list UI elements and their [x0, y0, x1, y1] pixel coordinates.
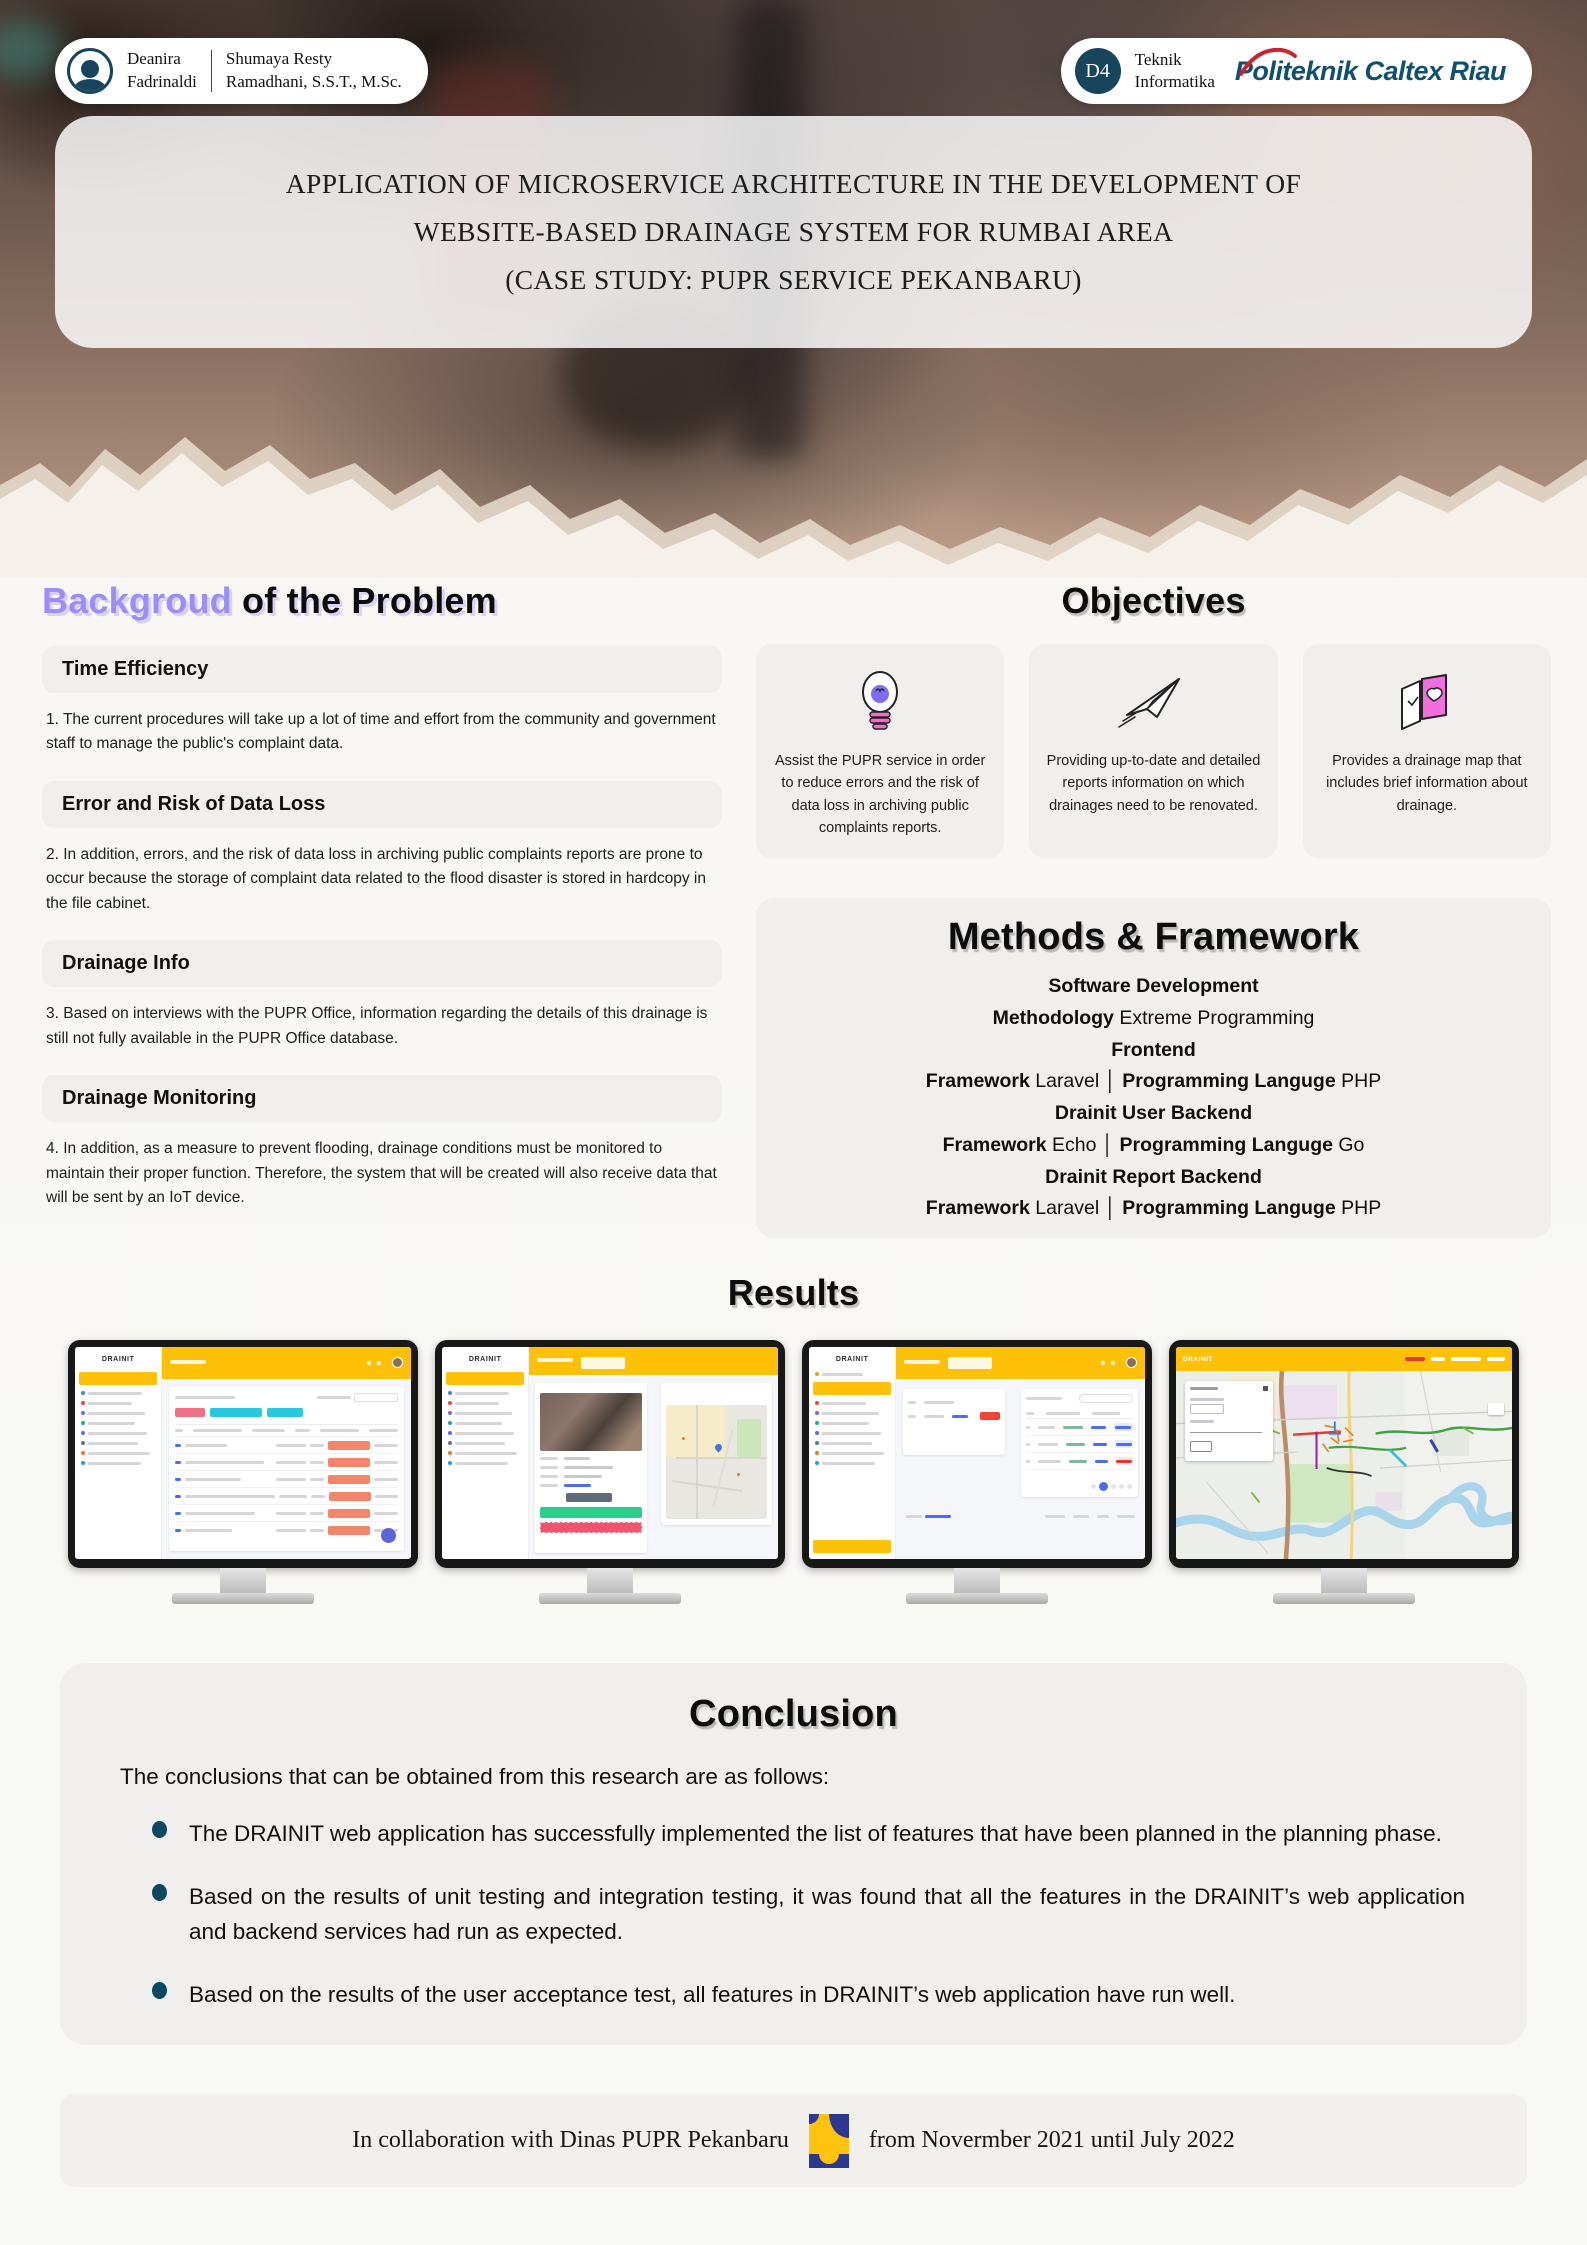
paper-plane-icon [1045, 666, 1261, 736]
detail-row [540, 1484, 642, 1487]
program-pill [1061, 38, 1532, 104]
filter-select [1190, 1404, 1224, 1414]
conclusion-section [60, 1663, 1527, 2045]
results-heading: Results [727, 1272, 860, 1313]
footer-text-before: In collaboration with Dinas PUPR Pekanbaru [352, 2127, 789, 2153]
background-section [42, 580, 722, 1211]
objective-text: Provides a drainage map that includes brief information about drainage. [1326, 753, 1528, 814]
problem-heading: Drainage Info [42, 940, 722, 987]
monitor-base [172, 1593, 314, 1604]
map-card [661, 1383, 772, 1525]
status-badge [328, 1458, 370, 1467]
divider [211, 50, 212, 92]
result-monitor-officer-tables [802, 1340, 1152, 1604]
map-control [1488, 1403, 1504, 1415]
objective-text: Assist the PUPR service in order to reduce errors and the risk of data loss in archiving public complaints reports. [775, 753, 986, 837]
sidebar-item [81, 1441, 155, 1445]
conclusion-text: Based on the results of the user acceptance test, all features in DRAINIT’s web application have run well. [189, 1981, 1236, 2007]
objective-text: Providing up-to-date and detailed reports information on which drainages need to be renovated. [1046, 753, 1261, 814]
lightbulb-icon [772, 666, 988, 736]
screenshot-complaint-detail [442, 1347, 778, 1559]
photo-blur-blob [0, 20, 62, 80]
authors-pill [55, 38, 428, 104]
sidebar-item [815, 1411, 889, 1415]
sidebar-item [81, 1421, 155, 1425]
filter-button [1190, 1441, 1212, 1452]
add-fab-button [381, 1528, 396, 1543]
problem-item [42, 646, 722, 757]
sidebar-item [446, 1372, 524, 1385]
conclusion-list [60, 1816, 1527, 2012]
responsible-officer-card [903, 1389, 1005, 1455]
problem-text: 2. In addition, errors, and the risk of data loss in archiving public complaints reports are prone to occur because the storage of complaint data related to the flood disaster is stored in hardcopy in the file cabinet. [46, 845, 706, 912]
accept-button [540, 1507, 642, 1518]
export-button [210, 1408, 262, 1417]
methods-heading: Methods & Framework [947, 916, 1360, 958]
methods-line: Framework Echo │ Programming Languge Go [942, 1133, 1365, 1156]
detail-row [540, 1457, 642, 1460]
status-badge [328, 1509, 370, 1518]
delete-button [175, 1408, 205, 1417]
sidebar-item [813, 1382, 891, 1395]
app-topbar [896, 1347, 1145, 1379]
sidebar-item [448, 1411, 522, 1415]
sidebar-menu [446, 1372, 524, 1465]
bullet-icon [152, 1982, 167, 1999]
monitor-stand [1321, 1568, 1367, 1593]
result-monitor-complaint-list [68, 1340, 418, 1604]
objectives-heading: Objectives [1061, 580, 1246, 621]
status-badge [328, 1475, 370, 1484]
torn-paper-edge [0, 367, 1587, 577]
sidebar-item [81, 1451, 155, 1455]
monitor-bezel [435, 1340, 785, 1568]
pagination [1091, 1482, 1132, 1491]
print-button [267, 1408, 303, 1417]
methods-line: Software Development [1048, 975, 1259, 997]
program-name: Teknik Informatika [1134, 49, 1215, 91]
sidebar-item [448, 1461, 522, 1465]
methods-line: Frontend [1111, 1038, 1196, 1061]
map-filter-panel [1185, 1381, 1273, 1461]
sidebar-item [81, 1431, 155, 1435]
sidebar-item [815, 1451, 889, 1455]
screenshot-complaint-list [75, 1347, 411, 1559]
sidebar-item [815, 1461, 889, 1465]
monitor-base [906, 1593, 1048, 1604]
back-button [581, 1357, 625, 1369]
sidebar-item [815, 1372, 889, 1376]
app-logo: DRAINIT [101, 1356, 135, 1363]
objective-card [756, 644, 1004, 858]
author-avatar-icon [67, 48, 113, 94]
table-row [175, 1521, 398, 1538]
bullet-icon [152, 1821, 167, 1838]
app-sidebar [809, 1347, 896, 1559]
conclusion-bullet [60, 1816, 1527, 1852]
sidebar-item [448, 1391, 522, 1395]
table-row [175, 1487, 398, 1504]
table-row [175, 1504, 398, 1521]
close-icon [1263, 1386, 1268, 1391]
objective-card [1303, 644, 1551, 858]
phone-badge [1115, 1440, 1133, 1448]
problem-item [42, 940, 722, 1051]
result-monitor-drainage-map [1169, 1340, 1519, 1604]
methods-line: Drainit Report Backend [1045, 1165, 1262, 1188]
sidebar-item [448, 1421, 522, 1425]
problem-heading: Time Efficiency [42, 646, 722, 693]
officer-row [1026, 1436, 1133, 1453]
problem-text: 3. Based on interviews with the PUPR Office, information regarding the details of this drainage is still not fully available in the PUPR Office database. [46, 1005, 708, 1047]
officer-rows [1026, 1419, 1133, 1470]
conclusion-text: The DRAINIT web application has successfully implemented the list of features that have been planned in the planning phase. [189, 1821, 1442, 1846]
monitor-base [1273, 1593, 1415, 1604]
app-sidebar [75, 1347, 162, 1559]
filter-input [1190, 1432, 1262, 1433]
sidebar-item [815, 1431, 889, 1435]
screenshot-drainage-map [1176, 1347, 1512, 1559]
sidebar-item [448, 1441, 522, 1445]
app-logo: DRAINIT [835, 1356, 869, 1363]
conclusion-text: Based on the results of unit testing and integration testing, it was found that all the features in the DRAINIT’s web application and backend services had run as expected. [189, 1883, 1465, 1945]
location-mini-map [666, 1405, 767, 1519]
problem-heading: Error and Risk of Data Loss [42, 781, 722, 828]
status-button [566, 1493, 612, 1502]
table-row [175, 1470, 398, 1487]
methods-line: Drainit User Backend [1054, 1102, 1253, 1125]
report-photo [540, 1393, 642, 1451]
author-name-left: Deanira Fadrinaldi [127, 49, 197, 91]
map-navbar [1176, 1347, 1512, 1371]
footer-text-after: from Novermber 2021 until July 2022 [868, 2127, 1235, 2153]
objective-card [1029, 644, 1277, 858]
methods-line: Framework Laravel │ Programming Languge PHP [925, 1070, 1382, 1093]
monitor-stand [954, 1568, 1000, 1593]
officer-row [1026, 1453, 1133, 1470]
sidebar-menu [813, 1372, 891, 1465]
logo-swoosh-icon [1237, 44, 1299, 78]
phone-badge [1114, 1423, 1133, 1431]
hero-photo [0, 0, 1587, 575]
detail-rows [540, 1457, 642, 1487]
monitor-base [539, 1593, 681, 1604]
reject-button [540, 1522, 642, 1533]
methods-line: Methodology Extreme Programming [992, 1006, 1315, 1029]
screenshot-officer-tables [809, 1347, 1145, 1559]
title-card [55, 116, 1532, 348]
bullet-icon [152, 1884, 167, 1901]
pupr-ministry-logo [809, 2114, 849, 2168]
complaint-table-card [169, 1387, 404, 1551]
sidebar-item [81, 1391, 155, 1395]
app-sidebar [442, 1347, 529, 1559]
background-heading: Backgroud of the Problem [42, 580, 497, 621]
sidebar-bottom-item [813, 1540, 891, 1553]
sidebar-item [815, 1401, 889, 1405]
sidebar-item [81, 1411, 155, 1415]
monitor-bezel [68, 1340, 418, 1568]
user-avatar [392, 1357, 403, 1368]
methods-section [756, 898, 1551, 1238]
result-monitor-complaint-detail [435, 1340, 785, 1604]
sidebar-item [448, 1401, 522, 1405]
add-officer-button [948, 1357, 992, 1369]
nav-links [1405, 1357, 1505, 1361]
conclusion-bullet [60, 1879, 1527, 1950]
sidebar-item [815, 1421, 889, 1425]
drainage-map [1176, 1371, 1512, 1559]
sidebar-item [81, 1461, 155, 1465]
sidebar-item [448, 1451, 522, 1455]
app-topbar [162, 1347, 411, 1379]
problem-text: 4. In addition, as a measure to prevent flooding, drainage conditions must be monitored to maintain their proper function. Therefore, the system that will be created will also receive data that will be sent by an IoT device. [46, 1140, 717, 1207]
app-topbar [529, 1347, 778, 1375]
nav-link [1487, 1357, 1505, 1361]
results-section [0, 1272, 1587, 1604]
monitor-stand [587, 1568, 633, 1593]
problem-heading: Drainage Monitoring [42, 1075, 722, 1122]
map-icon [1319, 666, 1535, 736]
sidebar-item [81, 1401, 155, 1405]
methods-lines [756, 971, 1551, 1225]
conclusion-bullet [60, 1977, 1527, 2013]
problem-text: 1. The current procedures will take up a lot of time and effort from the community and government staff to manage the public's complaint data. [46, 711, 716, 753]
methods-line: Framework Laravel │ Programming Languge PHP [925, 1197, 1382, 1220]
status-badge [329, 1492, 371, 1501]
objectives-section [756, 580, 1551, 858]
nav-link [1451, 1357, 1481, 1361]
monitor-stand [220, 1568, 266, 1593]
status-badge [328, 1441, 370, 1450]
monitor-bezel [1169, 1340, 1519, 1568]
problem-item [42, 1075, 722, 1210]
sidebar-item [815, 1441, 889, 1445]
delete-badge [980, 1412, 1000, 1420]
officer-table-card [1021, 1389, 1138, 1497]
politeknik-caltex-riau-logo: Politeknik Caltex Riau [1229, 56, 1506, 87]
author-name-right: Shumaya Resty Ramadhani, S.S.T., M.Sc. [225, 49, 402, 91]
app-logo: DRAINIT [468, 1356, 502, 1363]
footer-collaboration-bar [60, 2094, 1527, 2187]
detail-card [535, 1383, 647, 1553]
sidebar-item [79, 1372, 157, 1385]
conclusion-intro: The conclusions that can be obtained from this research are as follows: [120, 1764, 830, 1789]
phone-badge [1116, 1457, 1133, 1465]
problem-item [42, 781, 722, 916]
complaint-rows [175, 1436, 398, 1538]
search-input [1079, 1394, 1133, 1403]
conclusion-heading: Conclusion [689, 1693, 898, 1735]
table-row [175, 1436, 398, 1453]
detail-row [540, 1475, 642, 1478]
detail-row [540, 1466, 642, 1469]
sidebar-menu [79, 1372, 157, 1465]
nav-link [1431, 1357, 1445, 1361]
user-avatar [1126, 1357, 1137, 1368]
table-row [175, 1453, 398, 1470]
status-badge [328, 1526, 370, 1535]
app-logo: DRAINIT [1183, 1355, 1213, 1363]
d4-badge: D4 [1075, 48, 1121, 94]
sidebar-item [448, 1431, 522, 1435]
monitor-bezel [802, 1340, 1152, 1568]
officer-row [1026, 1419, 1133, 1436]
nav-link-active [1405, 1357, 1425, 1361]
poster-title: APPLICATION OF MICROSERVICE ARCHITECTURE IN THE DEVELOPMENT OF WEBSITE-BASED DRAINAGE SYSTEM FOR RUMBAI AREA (CASE STUDY: PUPR SERVICE PEKANBARU) [285, 167, 1302, 296]
